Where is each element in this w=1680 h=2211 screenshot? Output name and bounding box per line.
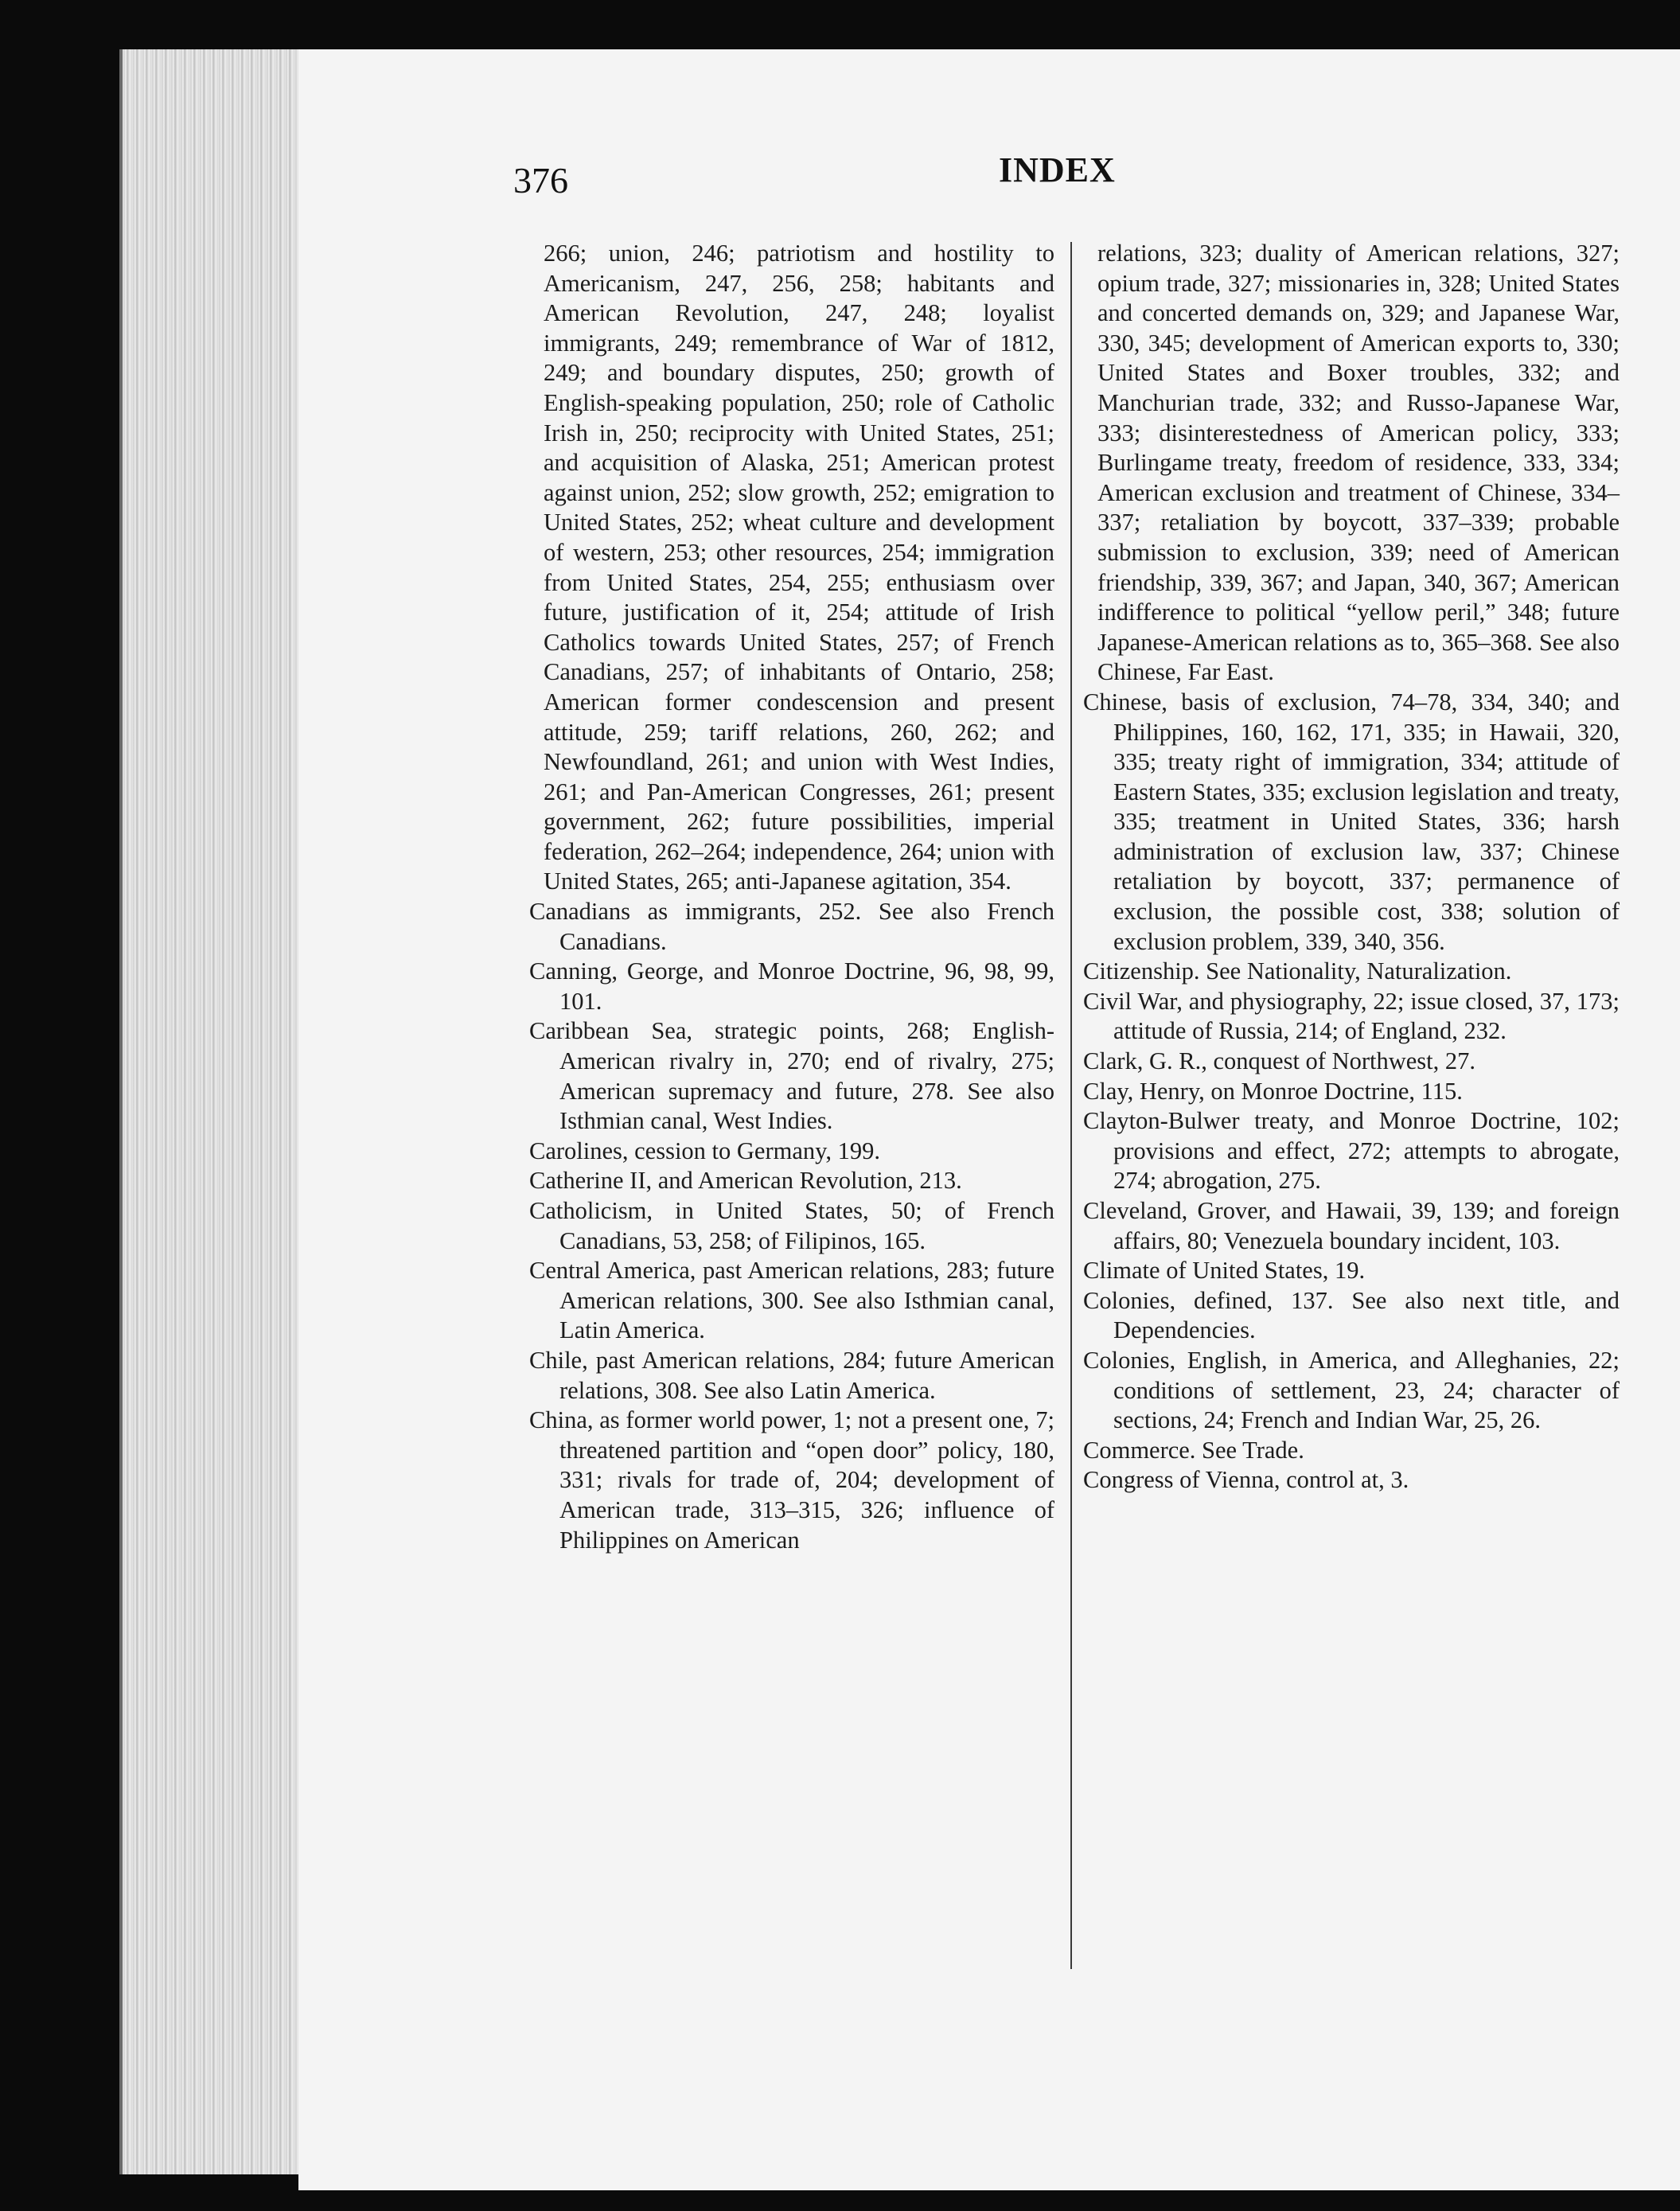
index-column-right (1083, 239, 1620, 1495)
index-entry: Commerce. See Trade. (1083, 1436, 1304, 1464)
index-entry: Canadians as immigrants, 252. See also French Canadians. (529, 898, 1054, 955)
index-entry-continuation: relations, 323; duality of American relations, 327; opium trade, 327; missionaries in, 328; United States and concerted demands on, 329; and Japanese War, 330, 345; development of American exports to, 330; United States and Boxer troubles, 332; and Manchurian trade, 332; and Russo-Japanese War, 333; disinterestedness of American policy, 333; Burlingame treaty, freedom of residence, 333, 334; American exclusion and treatment of Chinese, 334–337; retaliation by boycott, 337–339; probable submission to exclusion, 339; need of American friendship, 339, 367; and Japan, 340, 367; American indifference to political “yellow peril,” 348; future Japanese-American relations as to, 365–368. See also Chinese, Far East. (1097, 240, 1620, 686)
index-entry: Carolines, cession to Germany, 199. (529, 1137, 881, 1164)
index-column-left (529, 239, 1054, 1555)
index-entry: Cleveland, Grover, and Hawaii, 39, 139; and foreign affairs, 80; Venezuela boundary incident, 103. (1083, 1197, 1620, 1254)
index-entry: Colonies, English, in America, and Alleghanies, 22; conditions of settlement, 23, 24; character of sections, 24; French and Indian War, 25, 26. (1083, 1346, 1620, 1434)
index-entry: Canning, George, and Monroe Doctrine, 96, 98, 99, 101. (529, 957, 1054, 1015)
index-entry: Clayton-Bulwer treaty, and Monroe Doctrine, 102; provisions and effect, 272; attempts to abrogate, 274; abrogation, 275. (1083, 1107, 1620, 1195)
index-entry: Caribbean Sea, strategic points, 268; English-American rivalry in, 270; end of rivalry, 275; American supremacy and future, 278. See also Isthmian canal, West Indies. (529, 1017, 1054, 1135)
index-entry: Civil War, and physiography, 22; issue closed, 37, 173; attitude of Russia, 214; of England, 232. (1083, 987, 1620, 1045)
index-entry: Chinese, basis of exclusion, 74–78, 334, 340; and Philippines, 160, 162, 171, 335; in Hawaii, 320, 335; treaty right of immigration, 334; attitude of Eastern States, 335; exclusion legislation and treaty, 335; treatment in United States, 336; harsh administration of exclusion law, 337; Chinese retaliation by boycott, 337; permanence of exclusion, the possible cost, 338; solution of exclusion problem, 339, 340, 356. (1083, 688, 1620, 955)
page-edge (119, 49, 310, 2174)
index-page (298, 49, 1680, 2190)
index-entry: Colonies, defined, 137. See also next title, and Dependencies. (1083, 1286, 1620, 1344)
index-entry: Central America, past American relations, 283; future American relations, 300. See also Isthmian canal, Latin America. (529, 1257, 1054, 1344)
index-entry: Congress of Vienna, control at, 3. (1083, 1466, 1409, 1494)
page-number: 376 (513, 160, 568, 201)
index-entry: Chile, past American relations, 284; future American relations, 308. See also Latin America. (529, 1346, 1054, 1404)
index-entry: Clay, Henry, on Monroe Doctrine, 115. (1083, 1077, 1463, 1105)
index-entry: Clark, G. R., conquest of Northwest, 27. (1083, 1047, 1476, 1075)
running-head: INDEX (999, 150, 1116, 189)
index-entry: Catholicism, in United States, 50; of French Canadians, 53, 258; of Filipinos, 165. (529, 1197, 1054, 1254)
index-entry: Citizenship. See Nationality, Naturalization. (1083, 957, 1512, 985)
index-entry: Catherine II, and American Revolution, 213. (529, 1167, 962, 1195)
column-divider (1070, 242, 1072, 1969)
index-entry: Climate of United States, 19. (1083, 1257, 1366, 1285)
index-entry-continuation: 266; union, 246; patriotism and hostility to Americanism, 247, 256, 258; habitants and American Revolution, 247, 248; loyalist immigrants, 249; remembrance of War of 1812, 249; and boundary disputes, 250; growth of English-speaking population, 250; role of Catholic Irish in, 250; reciprocity with United States, 251; and acquisition of Alaska, 251; American protest against union, 252; slow growth, 252; emigration to United States, 252; wheat culture and development of western, 253; other resources, 254; immigration from United States, 254, 255; enthusiasm over future, justification of it, 254; attitude of Irish Catholics towards United States, 257; of French Canadians, 257; of inhabitants of Ontario, 258; American former condescension and present attitude, 259; tariff relations, 260, 262; and Newfoundland, 261; and union with West Indies, 261; and Pan-American Congresses, 261; present government, 262; future possibilities, imperial federation, 262–264; independence, 264; union with United States, 265; anti-Japanese agitation, 354. (544, 240, 1054, 895)
index-entry: China, as former world power, 1; not a present one, 7; threatened partition and “open door” policy, 180, 331; rivals for trade of, 204; development of American trade, 313–315, 326; influence of Philippines on American (529, 1406, 1054, 1554)
